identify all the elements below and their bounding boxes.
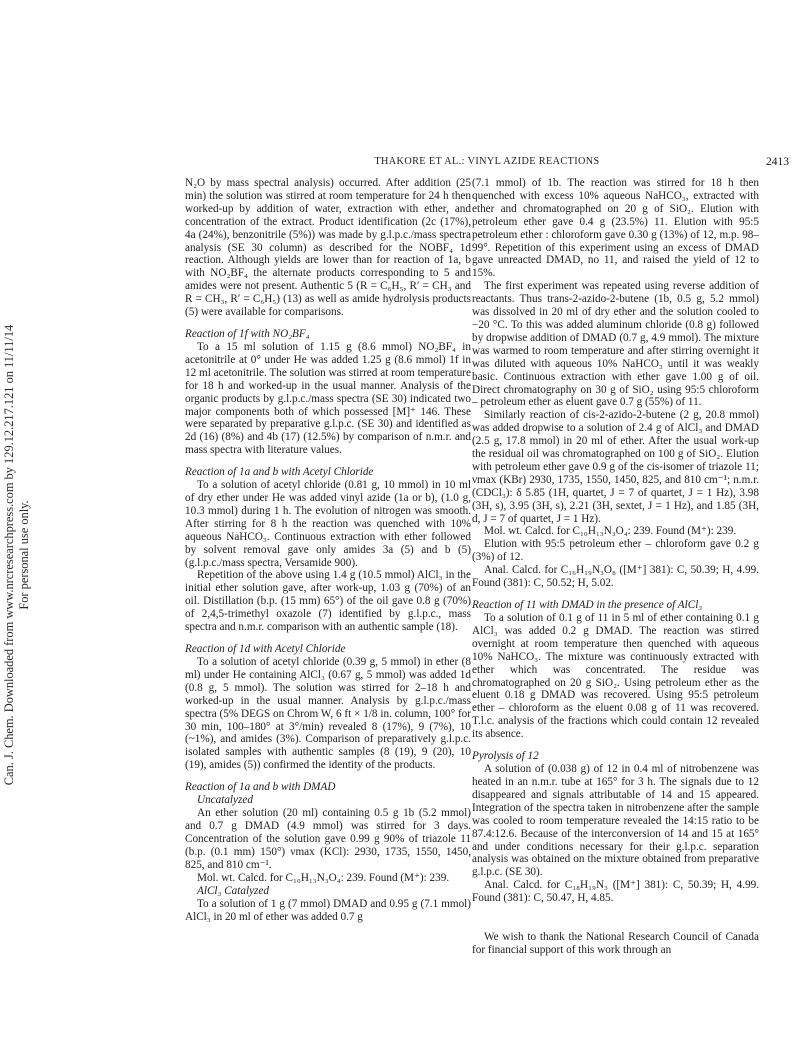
paragraph: Mol. wt. Calcd. for C₁₀H₁₃N₃O₄: 239. Found (M⁺): 239. <box>484 525 737 538</box>
running-title: THAKORE ET AL.: VINYL AZIDE REACTIONS <box>374 156 600 167</box>
paragraph: N₂O by mass spectral analysis) occurred. After addition (25 min) the solution was stirred at room temperature for 24 h then worked-up by addition of water, extraction with ether, and concentration of the extract. Product identification (2c (17%), 4a (24%), benzonitrile (5%)) was made by g.l.p.c./mass spectra analysis (SE 30 column) as described for the NOBF₄ 1d reaction. Although yields are lower than for reaction of 1a, b with NO₂BF₄ the alternate products corresponding to 5 and amides were not present. Authentic 5 (R = C₆H₅, R′ = CH₃ and R = CH₃, R′ = C₆H₅) (13) as well as amide hydrolysis products (5) were available for comparisons. <box>185 177 471 319</box>
subsection-heading: AlCl₃ Catalyzed <box>197 884 269 897</box>
running-header <box>185 156 789 172</box>
paragraph: To a solution of 0.1 g of 11 in 5 ml of ether containing 0.1 g AlCl₃ was added 0.2 g DMAD. The reaction was stirred overnight at room temperature then quenched with aqueous 10% NaHCO₃. The mixture was continuously extracted with ether which was concentrated. The residue was chromatographed on 20 g SiO₂. Using petroleum ether as the eluent 0.18 g DMAD was recovered. Using 95:5 petroleum ether – chloroform as the eluent 0.08 g of 11 was recovered. T.l.c. analysis of the fractions which could contain 12 revealed its absence. <box>472 612 759 741</box>
paragraph: To a solution of acetyl chloride (0.81 g, 10 mmol) in 10 ml of dry ether under He was added vinyl azide (1a or b), (1.0 g, 10.3 mmol) during 1 h. The evolution of nitrogen was smooth. After stirring for 8 h the reaction was quenched with 10% aqueous NaHCO₃. Continuous extraction with ether followed by solvent removal gave only amides 3a (5) and b (5) (g.l.p.c./mass spectra, Versamide 900). <box>185 479 471 569</box>
page-number: 2413 <box>766 156 789 168</box>
spacer <box>472 905 759 931</box>
section-heading: Reaction of 1a and b with DMAD <box>185 781 336 794</box>
section-heading: Reaction of 1d with Acetyl Chloride <box>185 643 346 655</box>
right-column <box>472 177 759 957</box>
subsection-heading: Uncatalyzed <box>197 794 253 807</box>
paragraph: To a 15 ml solution of 1.15 g (8.6 mmol) NO₂BF₄ in acetonitrile at 0° under He was added 1.25 g (8.6 mmol) 1f in 12 ml acetonitrile. The solution was stirred at room temperature for 18 h and worked-up in the usual manner. Analysis of the organic products by g.l.p.c./mass spectra (SE 30) indicated two major components both of which possessed [M]⁺ 146. These were separated by preparative g.l.p.c. (SE 30) and identified as 2d (16) (8%) and 4b (17) (12.5%) by comparison of n.m.r. and mass spectra with literature values. <box>185 340 471 457</box>
paragraph: A solution of (0.038 g) of 12 in 0.4 ml of nitrobenzene was heated in an n.m.r. tube at 165° for 3 h. The signals due to 12 disappeared and signals attributable of 14 and 15 appeared. Integration of the spectra taken in nitrobenzene after the sample was cooled to room temperature revealed the 14:15 ratio to be 87.4:12.6. Because of the interconversion of 14 and 15 at 165° and under conditions necessary for their g.l.p.c. separation analysis was obtained on the mixture obtained from preparative g.l.p.c. (SE 30). <box>472 763 759 879</box>
paragraph: (7.1 mmol) of 1b. The reaction was stirred for 18 h then quenched with excess 10% aqueous NaHCO₃, extracted with ether and chromatographed on 20 g of SiO₂. Elution with petroleum ether gave 0.4 g (23.5%) 11. Elution with 95:5 petroleum ether : chloroform gave 0.30 g (13%) of 12, m.p. 98–99°. Repetition of this experiment using an excess of DMAD gave unreacted DMAD, no 11, and raised the yield of 12 to 15%. <box>472 177 759 280</box>
acknowledgement-paragraph: We wish to thank the National Research Council of Canada for financial support of this work through an <box>472 931 759 956</box>
paragraph: An ether solution (20 ml) containing 0.5 g 1b (5.2 mmol) and 0.7 g DMAD (4.9 mmol) was stirred for 3 days. Concentration of the solution gave 0.99 g 90% of triazole 11 (b.p. (0.1 mm) 150°) νmax (KCl): 2930, 1735, 1550, 1450, 825, and 810 cm⁻¹. <box>185 807 471 871</box>
paragraph: Elution with 95:5 petroleum ether – chloroform gave 0.2 g (3%) of 12. <box>472 538 759 564</box>
paragraph: To a solution of 1 g (7 mmol) DMAD and 0.95 g (7.1 mmol) AlCl₃ in 20 ml of ether was added 0.7 g <box>185 897 471 923</box>
paragraph: Repetition of the above using 1.4 g (10.5 mmol) AlCl₃ in the initial ether solution gave, after work-up, 1.03 g (70%) of an oil. Distillation (b.p. (15 mm) 65°) of the oil gave 0.8 g (70%) of 2,4,5-trimethyl oxazole (7) identified by g.l.p.c., mass spectra and n.m.r. comparison with an authentic sample (18). <box>185 569 471 634</box>
section-heading: Reaction of 1f with NO₂BF₄ <box>185 327 310 340</box>
paragraph: To a solution of acetyl chloride (0.39 g, 5 mmol) in ether (8 ml) under He containing AlCl₃ (0.67 g, 5 mmol) was added 1d (0.8 g, 5 mmol). The solution was stirred for 2–18 h and worked-up in the usual manner. Analysis by g.l.p.c./mass spectra (5% DEGS on Chrom W, 6 ft × 1/8 in. column, 100° for 30 min, 100–180° at 3°/min) revealed 8 (17%), 9 (7%), 10 (~1%), and amides (3%). Comparison of preparatively g.l.p.c. isolated samples with authentic samples (8 (19), 9 (20), 10 (19), amides (5)) confirmed the identity of the products. <box>185 656 471 772</box>
section-heading: Pyrolysis of 12 <box>472 750 539 763</box>
paragraph: Similarly reaction of cis-2-azido-2-butene (2 g, 20.8 mmol) was added dropwise to a solution of 2.4 g of AlCl₃ and DMAD (2.5 g, 17.8 mmol) in 20 ml of ether. After the usual work-up the residual oil was chromatographed on 100 g of SiO₂. Elution with petroleum ether gave 0.9 g of the cis-isomer of triazole 11; νmax (KBr) 2930, 1735, 1550, 1450, 825, and 810 cm⁻¹; n.m.r. (CDCl₃): δ 5.85 (1H, quartet, J = 7 of quartet, J = 1 Hz), 3.98 (3H, s), 3.95 (3H, s), 2.21 (3H, sextet, J = 1 Hz), and 1.85 (3H, d, J = 7 of quartet, J = 1 Hz). <box>472 409 759 525</box>
paragraph: Anal. Calcd. for C₁₈H₁₉N₃ ([M⁺] 381): C, 50.39; H, 4.99. Found (381): C, 50.47, H, 4.85. <box>472 879 759 905</box>
paragraph: The first experiment was repeated using reverse addition of reactants. Thus trans-2-azido-2-butene (1b, 0.5 g, 5.2 mmol) was dissolved in 20 ml of dry ether and the solution cooled to −20 °C. To this was added aluminum chloride (0.8 g) followed by dropwise addition of DMAD (0.7 g, 4.9 mmol). The mixture was warmed to room temperature and after stirring overnight it was diluted with aqueous 10% NaHCO₃ until it was weakly basic. Continuous extraction with ether gave 1.00 g of oil. Direct chromatography on 30 g of SiO₂ using 95:5 chloroform – petroleum ether as eluent gave 0.7 g (55%) of 11. <box>472 280 759 409</box>
download-notice-line1: Can. J. Chem. Downloaded from www.nrcresearchpress.com by 129.12.217.121 on 11/11/14 <box>2 324 16 786</box>
paragraph: Mol. wt. Calcd. for C₁₀H₁₃N₃O₄: 239. Found (M⁺): 239. <box>197 871 450 884</box>
paragraph: Anal. Calcd. for C₁₆H₁₉N₃O₈ ([M⁺] 381): C, 50.39; H, 4.99. Found (381): C, 50.52; H, 5.02. <box>472 564 759 590</box>
left-column <box>185 177 471 923</box>
download-notice <box>1 190 33 920</box>
section-heading: Reaction of 1a and b with Acetyl Chloride <box>185 466 374 479</box>
section-heading: Reaction of 11 with DMAD in the presence of AlCl₃ <box>472 599 703 611</box>
download-notice-line2: For personal use only. <box>17 500 31 610</box>
